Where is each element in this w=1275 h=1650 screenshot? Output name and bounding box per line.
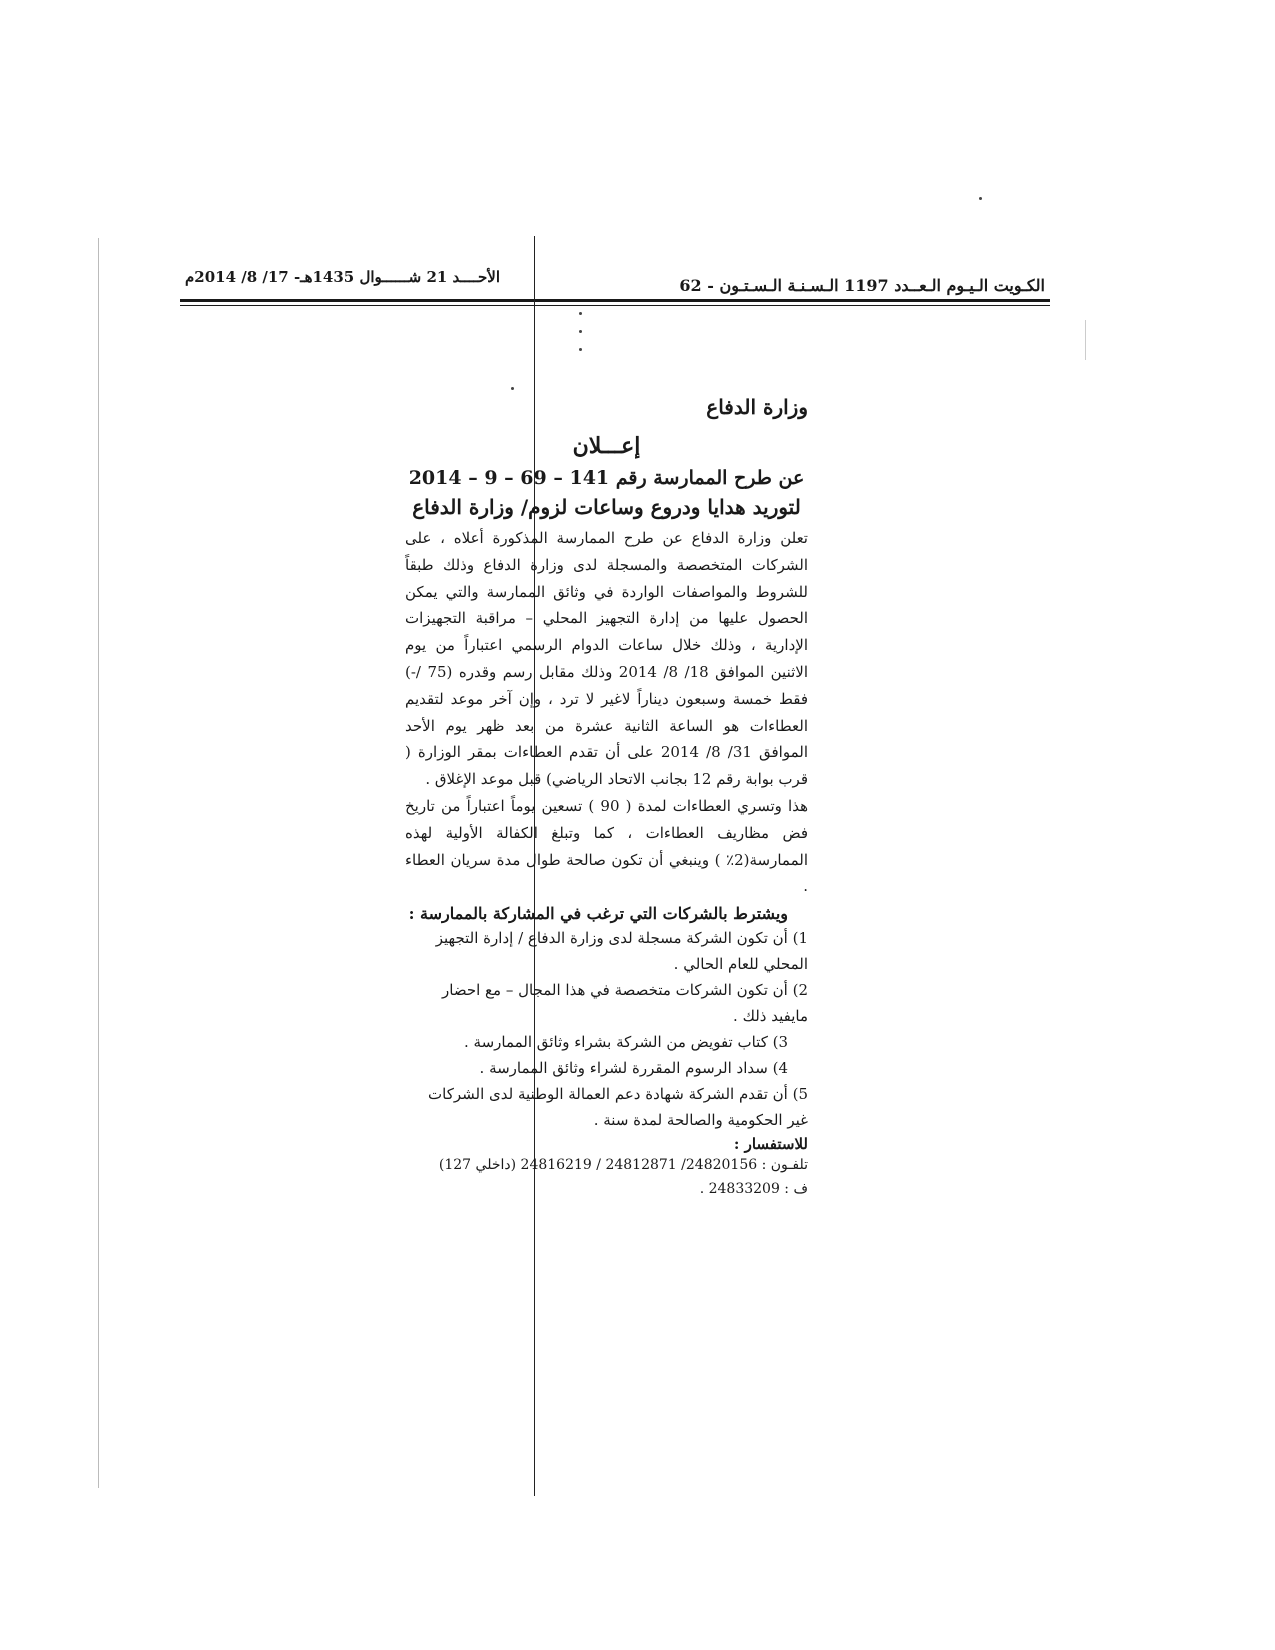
announcement-title: إعـــلان bbox=[572, 433, 641, 459]
condition-item: 5) أن تقدم الشركة شهادة دعم العمالة الوطنية لدى الشركات غير الحكومية والصالحة لمدة سنة . bbox=[428, 1085, 808, 1130]
condition-item: 1) أن تكون الشركة مسجلة لدى وزارة الدفاع / إدارة التجهيز المحلي للعام الحالي . bbox=[435, 929, 808, 974]
header-rule-thick bbox=[180, 299, 1050, 302]
validity-paragraph: هذا وتسري العطاءات لمدة ( 90 ) تسعين يوماً اعتباراً من تاريخ فض مظاريف العطاءات ، كما وتبلغ الكفالة الأولية لهذه الممارسة(2٪ ) وينبغي أن تكون صالحة طوال مدة سريان العطاء . bbox=[405, 796, 808, 896]
scan-speck bbox=[511, 387, 514, 390]
header-rule-thin bbox=[180, 305, 1050, 306]
issue-date: الأحــــد 21 شــــــوال 1435هـ- 17/ 8/ 2014م bbox=[184, 268, 500, 286]
scan-speck bbox=[579, 330, 582, 333]
fax-number: ف : 24833209 . bbox=[699, 1181, 808, 1198]
condition-item: 2) أن تكون الشركات متخصصة في هذا المجال – مع احضار مايفيد ذلك . bbox=[442, 981, 808, 1026]
condition-item: 4) سداد الرسوم المقررة لشراء وثائق الممارسة . bbox=[479, 1059, 788, 1078]
ministry-name: وزارة الدفاع bbox=[706, 395, 808, 419]
phone-numbers: تلفـون : 24820156/ 24812871 / 24816219 (داخلي 127) bbox=[438, 1157, 808, 1174]
publication-masthead: الكـويت الـيـوم الـعــدد 1197 الـسـنـة الـسـتـون - 62 bbox=[679, 276, 1045, 295]
left-margin-line bbox=[98, 238, 99, 1488]
tender-subject: لتوريد هدايا ودروع وساعات لزوم/ وزارة الدفاع bbox=[412, 495, 801, 519]
scan-speck bbox=[979, 197, 982, 200]
announcement-body: تعلن وزارة الدفاع عن طرح الممارسة المذكورة أعلاه ، على الشركات المتخصصة والمسجلة لدى وزارة الدفاع وذلك طبقاً للشروط والمواصفات الواردة في وثائق الممارسة والتي يمكن الحصول عليها من إدارة التجهيز المحلي – مراقبة التجهيزات الإدارية ، وذلك خلال ساعات الدوام الرسمي اعتباراً من يوم الاثنين الموافق 18/ 8/ 2014 وذلك مقابل رسم وقدره (75 /-) فقط خمسة وسبعون ديناراً لاغير لا ترد ، وإن آخر موعد لتقديم العطاءات هو الساعة الثانية عشرة من بعد ظهر يوم الأحد الموافق 31/ 8/ 2014 على أن تقدم العطاءات بمقر الوزارة ( قرب بوابة رقم 12 بجانب الاتحاد الرياضي) قبل موعد الإغلاق . bbox=[405, 529, 809, 789]
condition-item: 3) كتاب تفويض من الشركة بشراء وثائق الممارسة . bbox=[464, 1033, 788, 1052]
inquiry-title: للاستفسار : bbox=[733, 1135, 808, 1154]
scan-speck bbox=[579, 312, 582, 315]
tender-number: عن طرح الممارسة رقم 141 – 69 – 9 – 2014 bbox=[408, 467, 805, 489]
scan-speck bbox=[579, 348, 582, 351]
right-margin-line bbox=[1085, 320, 1086, 360]
conditions-title: ويشترط بالشركات التي ترغب في المشاركة بالممارسة : bbox=[408, 904, 788, 924]
tender-announcement bbox=[405, 395, 808, 1201]
